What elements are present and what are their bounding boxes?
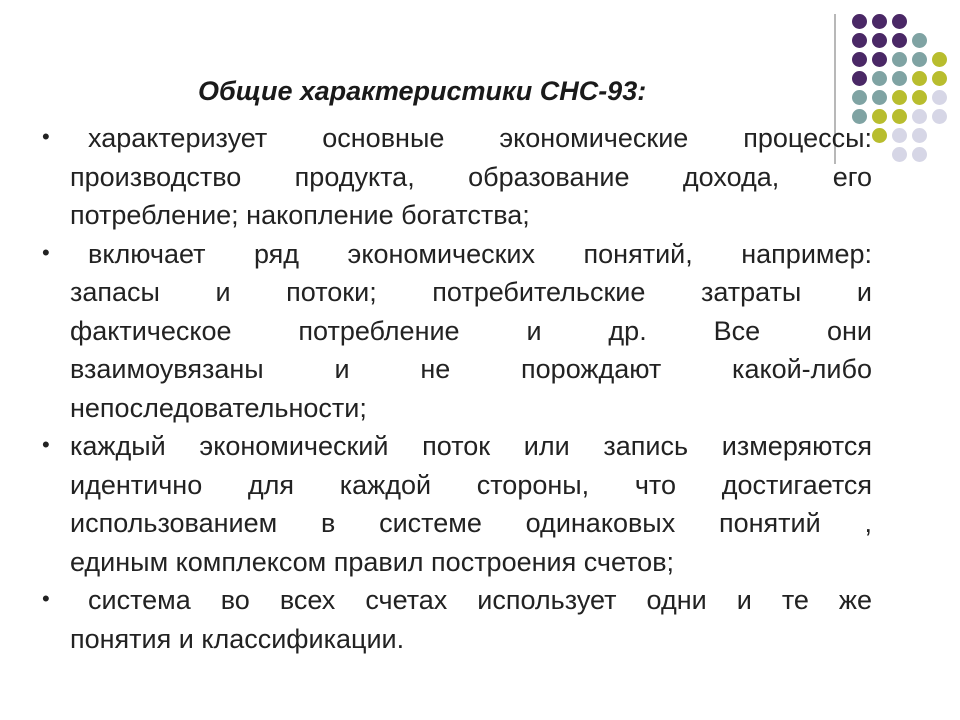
- bullet-line: система во всех счетах использует одни и те же: [88, 585, 872, 615]
- bullet-icon: •: [42, 124, 50, 149]
- decorative-dot: [912, 71, 927, 86]
- decorative-dot: [872, 128, 887, 143]
- decorative-dot: [852, 33, 867, 48]
- bullet-line: включает ряд экономических понятий, например:: [88, 238, 872, 269]
- decorative-dot: [912, 33, 927, 48]
- decorative-dot: [872, 71, 887, 86]
- bullet-line: производство продукта, образование дохода, его: [70, 161, 872, 192]
- decorative-dot: [872, 52, 887, 67]
- bullet-line: характеризует основные экономические процессы:: [88, 123, 872, 153]
- bullet-line: идентично для каждой стороны, что достигается: [70, 469, 872, 500]
- decorative-dot: [932, 90, 947, 105]
- decorative-dot: [852, 14, 867, 29]
- decorative-dot: [932, 71, 947, 86]
- decorative-dot: [892, 147, 907, 162]
- bullet-list: [42, 119, 872, 658]
- decorative-dot: [892, 52, 907, 67]
- bullet-item: [42, 235, 872, 428]
- decorative-dot: [892, 33, 907, 48]
- bullet-icon: •: [42, 239, 50, 265]
- bullet-item: [42, 581, 872, 658]
- decorative-dot: [872, 90, 887, 105]
- bullet-line: фактическое потребление и др. Все они: [70, 315, 872, 346]
- bullet-item: [42, 427, 872, 581]
- decorative-dot: [872, 14, 887, 29]
- decorative-dot: [892, 109, 907, 124]
- decorative-dot: [912, 128, 927, 143]
- decorative-dot: [872, 109, 887, 124]
- decorative-dot: [892, 128, 907, 143]
- bullet-line: единым комплексом правил построения счетов;: [70, 546, 675, 577]
- bullet-line: понятия и классификации.: [70, 623, 405, 654]
- bullet-line: взаимоувязаны и не порождают какой-либо: [70, 354, 872, 384]
- bullet-icon: •: [42, 586, 50, 611]
- decorative-dot: [912, 90, 927, 105]
- decorative-dot: [892, 71, 907, 86]
- decorative-dot: [872, 33, 887, 48]
- bullet-icon: •: [42, 432, 50, 457]
- decorative-dot: [892, 90, 907, 105]
- decorative-dot: [932, 109, 947, 124]
- bullet-line: потребление; накопление богатства;: [70, 200, 530, 230]
- slide-title: Общие характеристики СНС-93:: [198, 76, 647, 106]
- decorative-dot: [912, 52, 927, 67]
- decorative-dot: [912, 109, 927, 124]
- decorative-dot: [852, 52, 867, 67]
- bullet-item: [42, 119, 872, 235]
- bullet-line: запасы и потоки; потребительские затраты и: [70, 277, 872, 307]
- decorative-dot: [852, 71, 867, 86]
- bullet-line: использованием в системе одинаковых понятий ,: [70, 508, 872, 538]
- bullet-line: каждый экономический поток или запись измеряются: [70, 431, 872, 461]
- decorative-dot: [852, 90, 867, 105]
- bullet-line: непоследовательности;: [70, 392, 367, 423]
- decorative-dot: [892, 14, 907, 29]
- decorative-dot: [932, 52, 947, 67]
- decorative-dot: [912, 147, 927, 162]
